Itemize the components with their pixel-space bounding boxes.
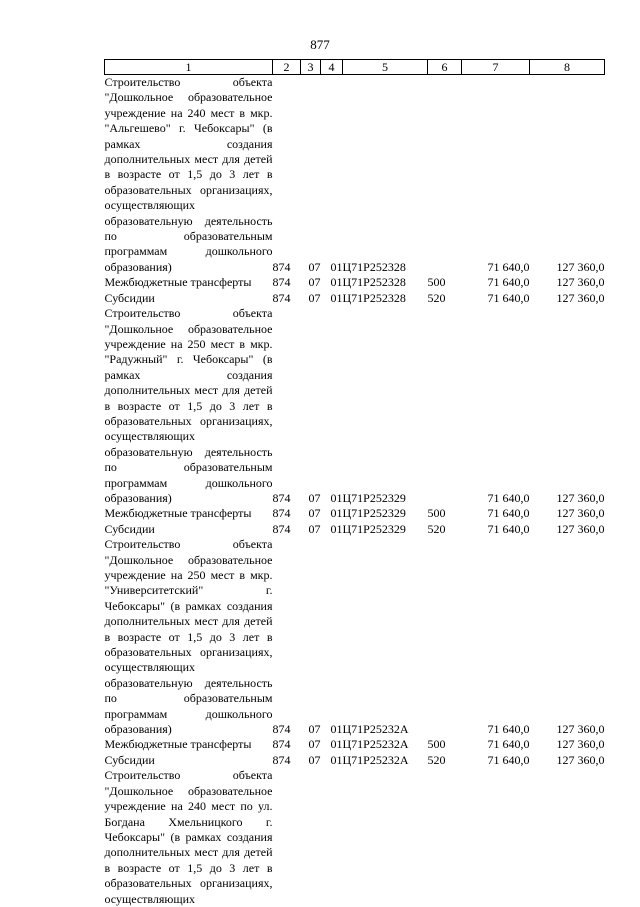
header-cell-name: 1 bbox=[105, 60, 273, 75]
row-admin-code: 874 bbox=[272, 521, 291, 536]
row-name: Межбюджетные трансферты bbox=[104, 506, 252, 521]
row-target-article: Ц71Р252328 bbox=[342, 259, 406, 274]
row-target-article bbox=[343, 768, 428, 907]
row-section: 07 bbox=[308, 506, 321, 521]
row-name: Строительство объекта "Дошкольное образовательное учреждение на 240 мест в мкр. "Альгешево" г. Чебоксары" (в рамках создания дополнительных мест для детей в возрасте от 1,5 до 3 лет в образовательных организациях, осуществляющих образовательную деятельность по образовательным программам дошкольного образования) bbox=[104, 75, 273, 274]
header-cell-amount-2: 8 bbox=[530, 60, 605, 75]
row-amount-1: 71 640,0 bbox=[487, 521, 530, 536]
row-target-article: Ц71Р25232А bbox=[342, 737, 409, 752]
row-subsection: 01 bbox=[330, 737, 343, 752]
row-amount-2: 127 360,0 bbox=[556, 506, 605, 521]
row-section: 07 bbox=[308, 521, 321, 536]
table-row bbox=[105, 753, 605, 768]
row-section: 07 bbox=[308, 275, 321, 290]
row-name: Межбюджетные трансферты bbox=[104, 737, 252, 752]
row-section: 07 bbox=[308, 737, 321, 752]
row-target-article: Ц71Р252329 bbox=[342, 506, 406, 521]
row-name: Субсидии bbox=[104, 290, 155, 305]
header-row bbox=[105, 60, 605, 75]
row-target-article: Ц71Р25232А bbox=[342, 752, 409, 767]
row-amount-2: 127 360,0 bbox=[556, 752, 605, 767]
row-amount-2 bbox=[530, 768, 605, 907]
row-subsection: 01 bbox=[330, 259, 343, 274]
row-amount-2: 127 360,0 bbox=[556, 259, 605, 274]
row-target-article: Ц71Р252328 bbox=[342, 290, 406, 305]
row-subsection bbox=[321, 768, 343, 907]
row-expense-type: 520 bbox=[427, 752, 446, 767]
row-target-article: Ц71Р252328 bbox=[342, 275, 406, 290]
row-amount-1: 71 640,0 bbox=[487, 275, 530, 290]
row-amount-1: 71 640,0 bbox=[487, 506, 530, 521]
row-admin-code: 874 bbox=[272, 506, 291, 521]
row-admin-code: 874 bbox=[272, 752, 291, 767]
row-amount-1: 71 640,0 bbox=[487, 290, 530, 305]
row-section: 07 bbox=[308, 722, 321, 737]
row-section bbox=[301, 768, 321, 907]
row-subsection: 01 bbox=[330, 490, 343, 505]
row-section: 07 bbox=[308, 290, 321, 305]
row-section: 07 bbox=[308, 752, 321, 767]
header-cell-target-article: 5 bbox=[343, 60, 428, 75]
row-name: Строительство объекта "Дошкольное образовательное учреждение на 250 мест в мкр. "Университетский" г. Чебоксары" (в рамках создания дополнительных мест для детей в возрасте от 1,5 до 3 лет в образовательных организациях, осуществляющих образовательную деятельность по образовательным программам дошкольного образования) bbox=[104, 537, 273, 737]
row-target-article: Ц71Р25232А bbox=[342, 722, 409, 737]
row-subsection: 01 bbox=[330, 722, 343, 737]
row-expense-type bbox=[428, 75, 462, 276]
row-amount-1: 71 640,0 bbox=[487, 737, 530, 752]
row-subsection: 01 bbox=[330, 275, 343, 290]
row-expense-type bbox=[428, 768, 462, 907]
row-admin-code: 874 bbox=[272, 490, 291, 505]
row-admin-code: 874 bbox=[272, 259, 291, 274]
row-expense-type bbox=[428, 537, 462, 737]
header-cell-subsection: 4 bbox=[321, 60, 343, 75]
row-subsection: 01 bbox=[330, 506, 343, 521]
table-body bbox=[105, 75, 605, 907]
row-amount-1: 71 640,0 bbox=[487, 259, 530, 274]
row-expense-type: 500 bbox=[427, 506, 446, 521]
row-name: Субсидии bbox=[104, 752, 155, 767]
row-subsection: 01 bbox=[330, 521, 343, 536]
row-amount-1: 71 640,0 bbox=[487, 752, 530, 767]
row-subsection: 01 bbox=[330, 290, 343, 305]
row-expense-type: 500 bbox=[427, 737, 446, 752]
budget-table bbox=[104, 59, 605, 907]
table-row bbox=[105, 506, 605, 521]
row-admin-code: 874 bbox=[272, 737, 291, 752]
row-expense-type: 520 bbox=[427, 521, 446, 536]
table-row bbox=[105, 522, 605, 537]
row-target-article: Ц71Р252329 bbox=[342, 490, 406, 505]
row-expense-type bbox=[428, 306, 462, 506]
row-amount-2: 127 360,0 bbox=[556, 275, 605, 290]
table-row bbox=[105, 768, 605, 907]
row-admin-code: 874 bbox=[272, 290, 291, 305]
table-row bbox=[105, 537, 605, 737]
table-row bbox=[105, 275, 605, 290]
row-target-article: Ц71Р252329 bbox=[342, 521, 406, 536]
row-amount-2: 127 360,0 bbox=[556, 290, 605, 305]
row-admin-code: 874 bbox=[272, 722, 291, 737]
row-admin-code bbox=[273, 768, 301, 907]
row-section: 07 bbox=[308, 490, 321, 505]
row-amount-2: 127 360,0 bbox=[556, 722, 605, 737]
row-amount-2: 127 360,0 bbox=[556, 521, 605, 536]
row-amount-1: 71 640,0 bbox=[487, 722, 530, 737]
header-cell-section: 3 bbox=[301, 60, 321, 75]
row-amount-1 bbox=[462, 768, 530, 907]
row-subsection: 01 bbox=[330, 752, 343, 767]
row-expense-type: 500 bbox=[427, 275, 446, 290]
row-name: Субсидии bbox=[104, 521, 155, 536]
table-row bbox=[105, 75, 605, 276]
row-amount-2: 127 360,0 bbox=[556, 737, 605, 752]
table-row bbox=[105, 737, 605, 752]
table-row bbox=[105, 291, 605, 306]
row-amount-2: 127 360,0 bbox=[556, 490, 605, 505]
row-admin-code: 874 bbox=[272, 275, 291, 290]
header-cell-amount-1: 7 bbox=[462, 60, 530, 75]
header-cell-admin: 2 bbox=[273, 60, 301, 75]
row-name: Строительство объекта "Дошкольное образовательное учреждение на 250 мест в мкр. "Радужный" г. Чебоксары" (в рамках создания дополнительных мест для детей в возрасте от 1,5 до 3 лет в образовательных организациях, осуществляющих образовательную деятельность по образовательным программам дошкольного образования) bbox=[104, 306, 273, 505]
row-section: 07 bbox=[308, 259, 321, 274]
table-row bbox=[105, 306, 605, 506]
row-name: Межбюджетные трансферты bbox=[104, 275, 252, 290]
row-name: Строительство объекта "Дошкольное образовательное учреждение на 240 мест по ул. Богдана Хмельницкого г. Чебоксары" (в рамках создания дополнительных мест для детей в возрасте от 1,5 до 3 лет в образовательных организациях, осуществляющих bbox=[104, 768, 273, 906]
header-cell-expense-type: 6 bbox=[428, 60, 462, 75]
page-number: 877 bbox=[310, 37, 330, 52]
row-expense-type: 520 bbox=[427, 290, 446, 305]
row-amount-1: 71 640,0 bbox=[487, 490, 530, 505]
